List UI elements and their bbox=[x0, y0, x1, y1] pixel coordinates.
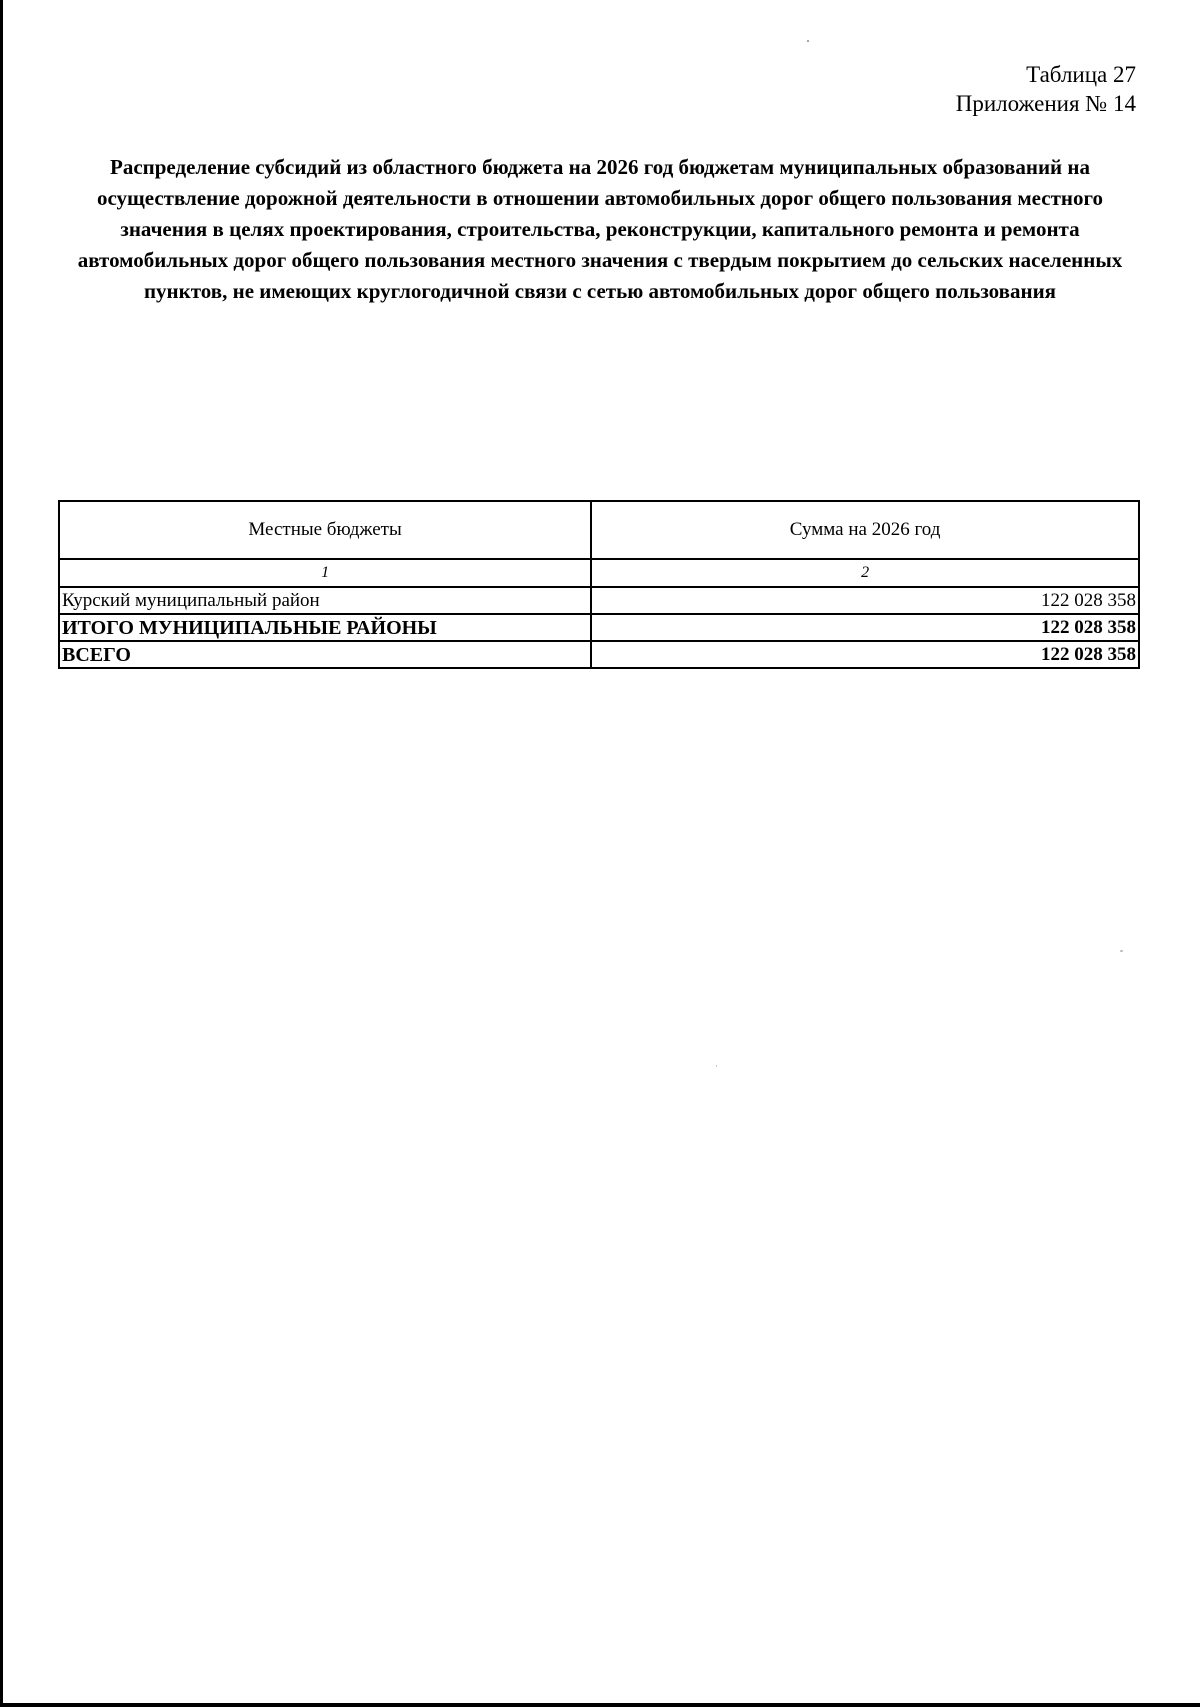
scan-speck bbox=[716, 1065, 717, 1067]
scan-border-left bbox=[0, 0, 3, 1707]
row-name: ИТОГО МУНИЦИПАЛЬНЫЕ РАЙОНЫ bbox=[59, 614, 591, 641]
row-value: 122 028 358 bbox=[591, 614, 1139, 641]
column-number-2: 2 bbox=[591, 559, 1139, 587]
appendix-label: Приложения № 14 bbox=[955, 91, 1136, 116]
column-number-1: 1 bbox=[59, 559, 591, 587]
row-name: Курский муниципальный район bbox=[59, 587, 591, 614]
document-header bbox=[956, 60, 1136, 118]
row-value: 122 028 358 bbox=[591, 587, 1139, 614]
row-value: 122 028 358 bbox=[591, 641, 1139, 668]
table-number: Таблица 27 bbox=[1026, 62, 1136, 87]
table-row bbox=[59, 587, 1139, 614]
column-number-row bbox=[59, 559, 1139, 587]
table-row-subtotal bbox=[59, 614, 1139, 641]
document-title: Распределение субсидий из областного бюджета на 2026 год бюджетам муниципальных образований на осуществление дорожной деятельности в отношении автомобильных дорог общего пользования местного значения в целях проектирования, строительства, реконструкции, капитального ремонта и ремонта автомобильных дорог общего пользования местного значения с твердым покрытием до сельских населенных пунктов, не имеющих круглогодичной связи с сетью автомобильных дорог общего пользования bbox=[77, 155, 1123, 303]
scan-border-bottom bbox=[0, 1703, 1200, 1707]
scan-speck bbox=[807, 40, 809, 42]
table-row-total bbox=[59, 641, 1139, 668]
scan-speck bbox=[1120, 950, 1123, 952]
table-header-row bbox=[59, 501, 1139, 559]
column-header-amount: Сумма на 2026 год bbox=[591, 501, 1139, 559]
column-header-budgets: Местные бюджеты bbox=[59, 501, 591, 559]
subsidy-table bbox=[58, 500, 1140, 669]
row-name: ВСЕГО bbox=[59, 641, 591, 668]
